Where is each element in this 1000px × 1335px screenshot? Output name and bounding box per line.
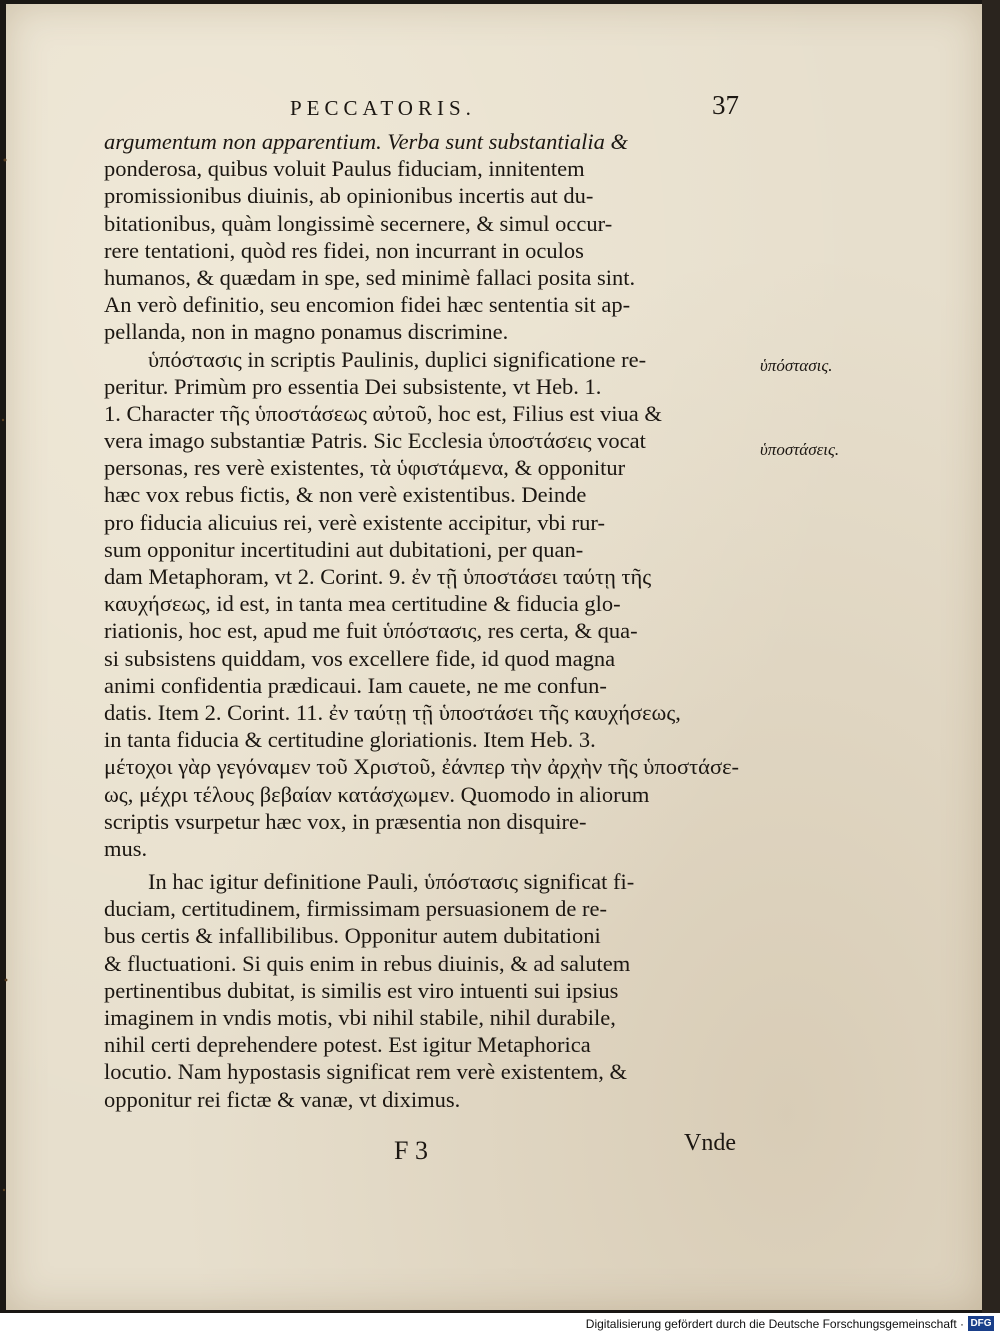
text-line: si subsistens quiddam, vos excellere fide, id quod magna <box>104 645 616 671</box>
page-edge-specks <box>0 0 16 1310</box>
margin-note: ὑπόστασις. <box>760 356 833 375</box>
text-line: argumentum non apparentium. Verba sunt substantialia & <box>104 129 628 154</box>
dfg-logo: DFG <box>968 1316 994 1331</box>
running-head: PECCATORIS. <box>290 96 476 120</box>
text-line: ως, μέχρι τέλους βεβαίαν κατάσχωμεν. Quomodo in aliorum <box>104 781 650 807</box>
text-line: animi confidentia prædicaui. Iam cauete, ne me confun- <box>104 672 607 698</box>
text-line: vera imago substantiæ Patris. Sic Ecclesia ὑποστάσεις vocat <box>104 428 646 454</box>
text-line: In hac igitur definitione Pauli, ὑπόστασις significat fi- <box>148 869 635 895</box>
text-line: datis. Item 2. Corint. 11. ἐν ταύτῃ τῇ ὑποστάσει τῆς καυχήσεως, <box>104 699 681 725</box>
text-line: pellanda, non in magno ponamus discrimine. <box>104 319 509 345</box>
text-line: mus. <box>104 835 148 861</box>
text-line: riationis, hoc est, apud me fuit ὑπόστασις, res certa, & qua- <box>104 618 638 644</box>
text-line: 1. Character τῆς ὑποστάσεως αὐτοῦ, hoc est, Filius est viua & <box>104 400 662 426</box>
text-line: ponderosa, quibus voluit Paulus fiduciam, innitentem <box>104 156 585 182</box>
text-line: imaginem in vndis motis, vbi nihil stabile, nihil durabile, <box>104 1005 616 1030</box>
text-line: bitationibus, quàm longissimè secernere, & simul occur- <box>104 210 613 236</box>
text-line: καυχήσεως, id est, in tanta mea certitudine & fiducia glo- <box>104 591 621 617</box>
catchword: Vnde <box>684 1130 736 1156</box>
text-line: bus certis & infallibilibus. Opponitur autem dubitationi <box>104 923 601 949</box>
text-line: locutio. Nam hypostasis significat rem verè existentem, & <box>104 1059 628 1085</box>
text-line: opponitur rei fictæ & vanæ, vt diximus. <box>104 1086 461 1112</box>
text-line: dam Metaphoram, vt 2. Corint. 9. ἐν τῇ ὑποστάσει ταύτῃ τῆς <box>104 564 652 589</box>
footer-credit: Digitalisierung gefördert durch die Deutsche Forschungsgemeinschaft · <box>585 1317 964 1331</box>
signature-mark: F 3 <box>394 1136 428 1165</box>
margin-note: ὑποστάσεις. <box>760 440 840 459</box>
text-line: sum opponitur incertitudini aut dubitationi, per quan- <box>104 536 584 562</box>
text-line: duciam, certitudinem, firmissimam persuasionem de re- <box>104 896 607 922</box>
text-line: nihil certi deprehendere potest. Est igitur Metaphorica <box>104 1032 591 1058</box>
text-line: personas, res verè existentes, τὰ ὑφιστάμενα, & opponitur <box>104 455 626 481</box>
text-line: pro fiducia alicuius rei, verè existente accipitur, vbi rur- <box>104 509 605 535</box>
text-line: promissionibus diuinis, ab opinionibus incertis aut du- <box>104 183 594 209</box>
body-text <box>104 128 754 1113</box>
text-line: peritur. Primùm pro essentia Dei subsistente, vt Heb. 1. <box>104 373 602 399</box>
text-line: humanos, & quædam in spe, sed minimè fallaci posita sint. <box>104 264 636 290</box>
text-line: & fluctuationi. Si quis enim in rebus diuinis, & ad salutem <box>104 950 631 976</box>
page-number: 37 <box>712 90 739 120</box>
text-line: ὑπόστασις in scriptis Paulinis, duplici significatione re- <box>148 346 647 372</box>
text-line: rere tentationi, quòd res fidei, non incurrant in oculos <box>104 237 584 263</box>
text-line: μέτοχοι γὰρ γεγόναμεν τοῦ Χριστοῦ, ἐάνπερ τὴν ἀρχὴν τῆς ὑποστάσε- <box>104 754 740 780</box>
text-line: scriptis vsurpetur hæc vox, in præsentia non disquire- <box>104 808 587 834</box>
text-line: pertinentibus dubitat, is similis est viro intuenti sui ipsius <box>104 977 619 1003</box>
text-line: in tanta fiducia & certitudine gloriationis. Item Heb. 3. <box>104 727 596 753</box>
text-line: An verò definitio, seu encomion fidei hæc sententia sit ap- <box>104 292 631 318</box>
text-line: hæc vox rebus fictis, & non verè existentibus. Deinde <box>104 482 587 508</box>
page-edge-shadow <box>982 0 1000 1313</box>
